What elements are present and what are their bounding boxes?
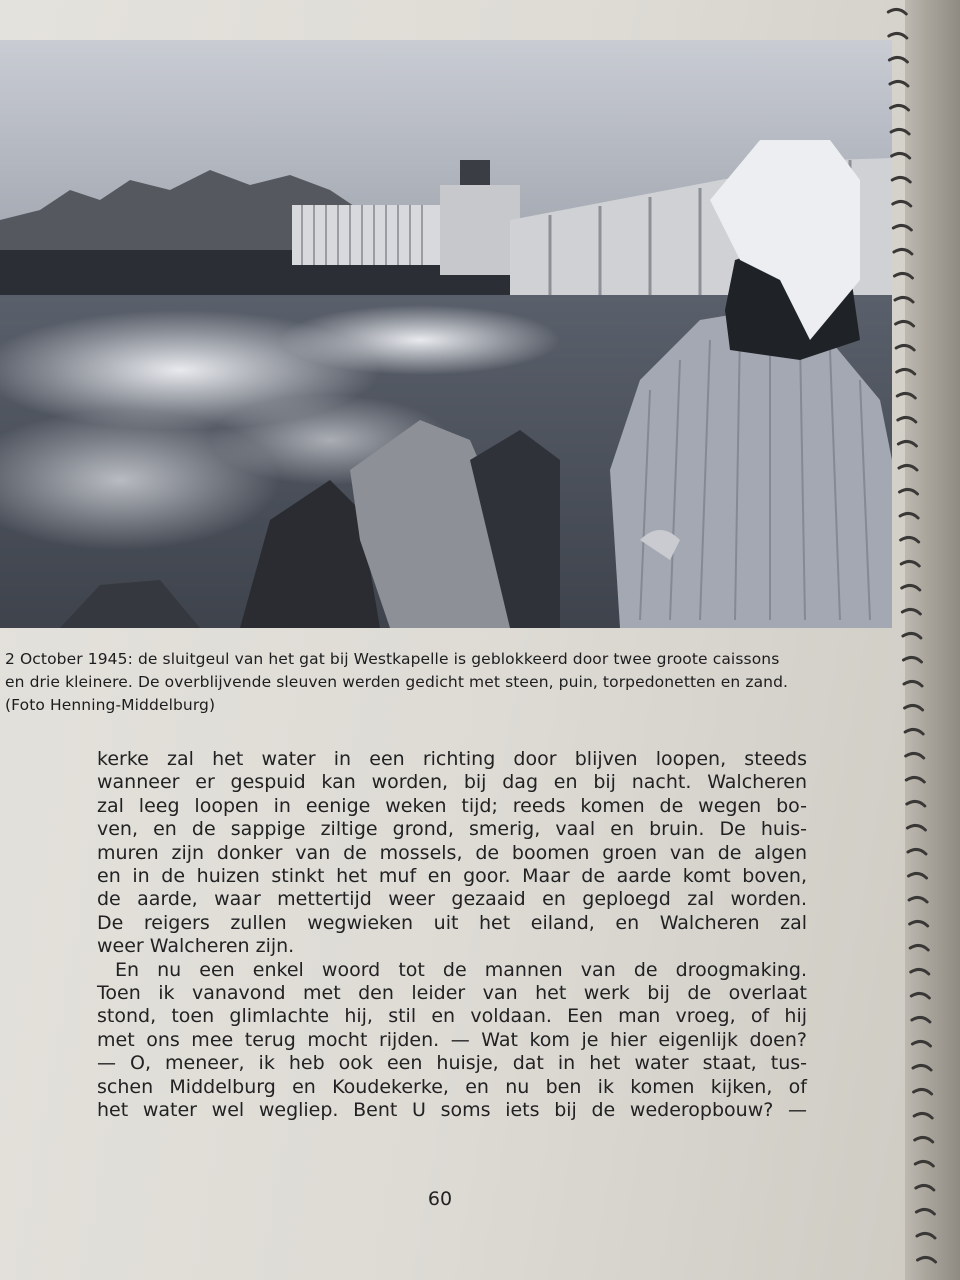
spiral-coil [894,273,912,278]
spiral-coil [916,1185,934,1190]
spiral-coil [892,177,910,182]
spiral-coil [913,1065,931,1070]
photograph-woman-caissons-icon [0,40,892,628]
spiral-coil [916,1209,934,1214]
text-line: wanneer er gespuid kan worden, bij dag en bij nacht. Walcheren [97,771,807,794]
spiral-coil [912,1017,930,1022]
page-number: 60 [427,1188,453,1210]
text-line: en in de huizen stinkt het muf en goor. Maar de aarde komt boven, [97,865,807,888]
spiral-coil [900,489,918,494]
spiral-coil [898,417,916,422]
spiral-coil [889,33,907,38]
spiral-binding-icon [880,0,960,1280]
spiral-coil [892,153,910,158]
spiral-coil [888,9,906,14]
text-line: weer Walcheren zijn. [97,935,295,958]
photo-caption [5,648,900,717]
text-line: muren zijn donker van de mossels, de boomen groen van de algen [97,841,807,864]
spiral-coil [890,81,908,86]
spiral-coil [905,729,923,734]
spiral-coil [907,825,925,830]
body-text [97,748,807,1123]
spiral-coil [893,225,911,230]
spiral-coil [903,633,921,638]
spiral-coil [915,1137,933,1142]
text-line: de aarde, waar mettertijd weer gezaaid en geploegd zal worden. [97,888,807,911]
spiral-coil [902,609,920,614]
spiral-coil [902,585,920,590]
spiral-coil [904,681,922,686]
spiral-coil [891,105,909,110]
photograph [0,40,892,628]
spiral-coil [906,753,924,758]
spiral-coil [899,465,917,470]
spiral-coil [897,393,915,398]
spiral-coil [910,945,928,950]
text-line: Toen ik vanavond met den leider van het werk bij de overlaat [97,982,807,1005]
spiral-coil [912,1041,930,1046]
text-line: zal leeg loopen in eenige weken tijd; reeds komen de wegen bo- [97,794,807,817]
spiral-coil [917,1233,935,1238]
spiral-coil [901,537,919,542]
caption-line: en drie kleinere. De overblijvende sleuven werden gedicht met steen, puin, torpedonetten en zand. [5,673,789,691]
caption-credit: (Foto Henning-Middelburg) [5,696,216,714]
spiral-coil [893,201,911,206]
spiral-coil [897,369,915,374]
spiral-coil [914,1113,932,1118]
text-line: het water wel wegliep. Bent U soms iets bij de wederopbouw? — [97,1099,807,1122]
spiral-coil [903,657,921,662]
text-line: kerke zal het water in een richting door blijven loopen, steeds [97,748,807,770]
text-line: — O, meneer, ik heb ook een huisje, dat in het water staat, tus- [97,1052,807,1075]
spiral-coil [905,705,923,710]
spiral-coil [889,57,907,62]
spiral-coil [894,249,912,254]
spiral-coil [891,129,909,134]
spiral-coil [911,993,929,998]
spiral-coil [914,1089,932,1094]
spiral-coil [896,321,914,326]
spiral-coil [901,561,919,566]
spiral-coil [900,513,918,518]
spiral-coil [906,777,924,782]
spiral-coil [896,345,914,350]
spiral-coil [907,801,925,806]
spiral-coil [908,849,926,854]
spiral-coil [915,1161,933,1166]
spiral-coil [911,969,929,974]
text-line: De reigers zullen wegwieken uit het eiland, en Walcheren zal [97,911,807,934]
spiral-coil [895,297,913,302]
text-line: met ons mee terug mocht rijden. — Wat kom je hier eigenlijk doen? [97,1028,807,1051]
spiral-coil [898,441,916,446]
caption-line: 2 October 1945: de sluitgeul van het gat bij Westkapelle is geblokkeerd door twee groote caissons [5,650,780,668]
spiral-coil [918,1257,936,1262]
text-line: stond, toen glimlachte hij, stil en voldaan. Een man vroeg, of hij [97,1005,807,1028]
spiral-coil [909,873,927,878]
text-line: En nu een enkel woord tot de mannen van de droogmaking. [115,958,807,981]
text-line: ven, en de sappige ziltige grond, smerig, vaal en bruin. De huis- [97,818,807,841]
spiral-coil [910,921,928,926]
spiral-coil [909,897,927,902]
text-line: schen Middelburg en Koudekerke, en nu ben ik komen kijken, of [97,1075,807,1098]
